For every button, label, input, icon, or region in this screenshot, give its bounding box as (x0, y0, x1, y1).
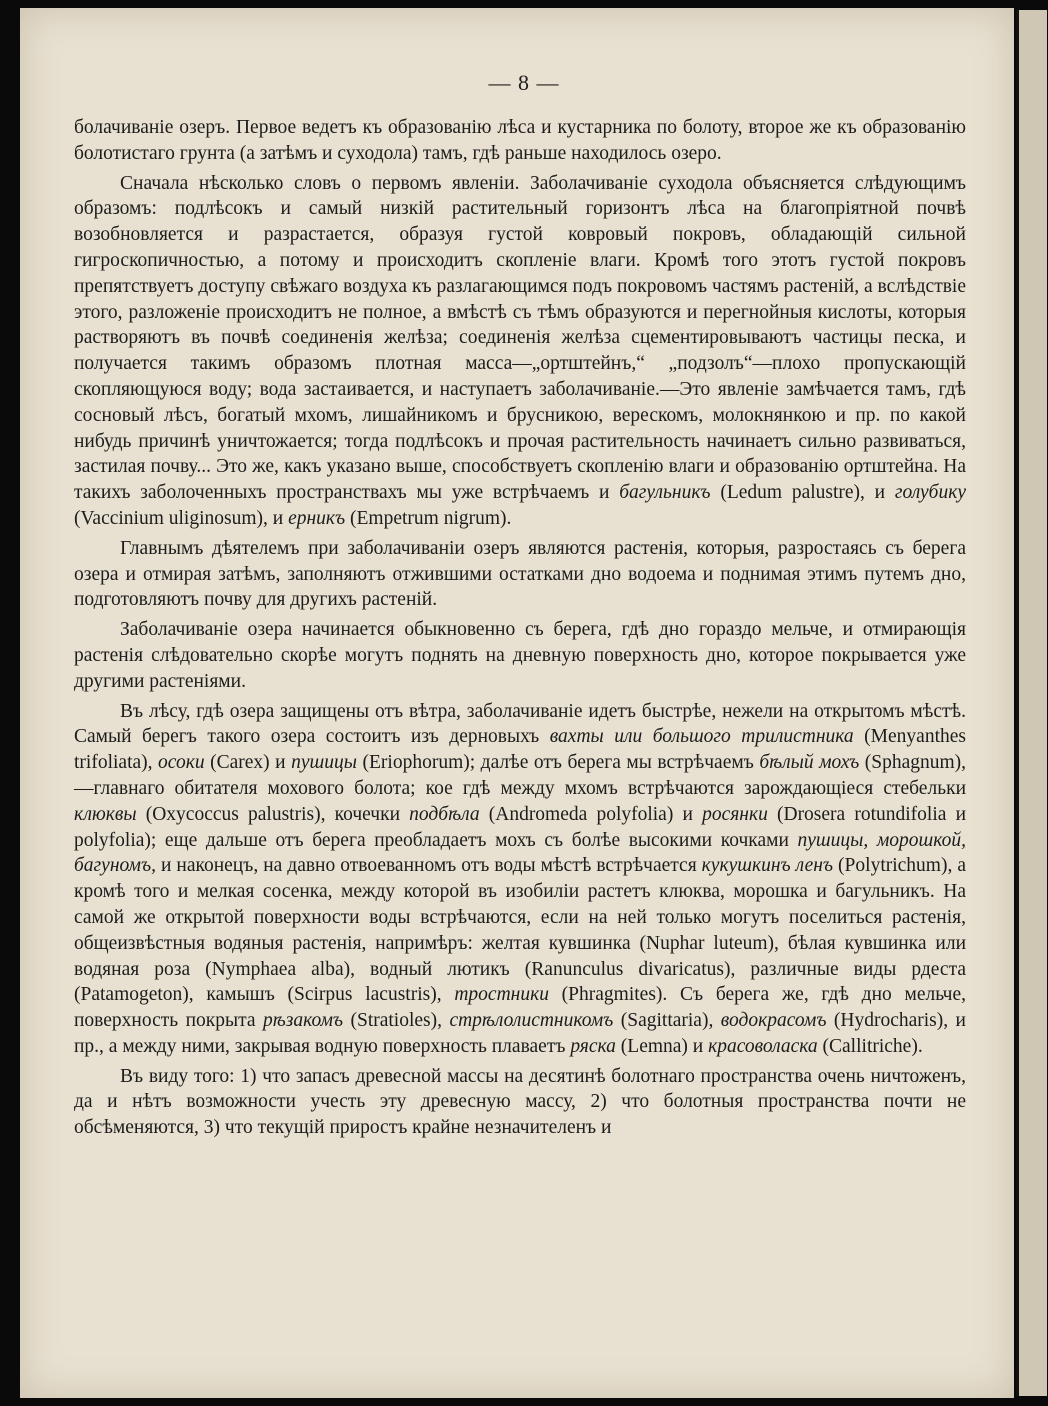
paragraph (74, 1064, 966, 1141)
text-run: (Carex) и (204, 752, 292, 774)
text-run: Въ виду того: 1) что запасъ древесной массы на десятинѣ болотнаго пространства очень ничтоженъ, да и нѣтъ возможности учесть эту древесную массу, 2) что болотныя пространства почти не обсѣменяются, 3) что текущій приростъ крайне незначителенъ и (74, 1065, 966, 1139)
body-text (74, 115, 966, 1145)
italic-term: бѣлый мохъ (759, 752, 860, 774)
italic-term: рѣзакомъ (262, 1010, 344, 1032)
italic-term: вахты или большого трилистника (549, 726, 854, 748)
text-run: (Phragmites). Съ берега же, гдѣ дно мельче, поверхность покрыта (74, 984, 966, 1032)
text-run: (Andromeda polyfolia) и (479, 803, 703, 825)
text-run: (Empetrum nigrum). (345, 507, 512, 529)
text-run: (Menyanthes trifoliata), (74, 726, 966, 774)
italic-term: стрѣлолистникомъ (449, 1010, 614, 1032)
italic-term: ерникъ (288, 507, 346, 529)
text-run: Главнымъ дѣятелемъ при заболачиваніи озеръ являются растенія, которыя, разростаясь съ берега озера и отмирая затѣмъ, заполняютъ отжившими остатками дно водоема и поднимая этимъ путемъ дно, подготовляютъ почву для другихъ растеній. (74, 537, 966, 611)
text-run: (Ledum palustre), и (710, 482, 895, 504)
text-run: и наконецъ, на давно отвоеванномъ отъ воды мѣстѣ встрѣчается (155, 855, 702, 877)
text-run: (Sagittaria), (613, 1010, 721, 1032)
text-run: (Oxycoccus palustris), кочечки (136, 803, 410, 825)
text-run: (Lemna) и (615, 1035, 709, 1057)
paragraph (74, 617, 966, 694)
italic-term: тростники (454, 984, 549, 1006)
paragraph (74, 699, 966, 1060)
text-run: (Callitriche). (817, 1035, 923, 1057)
italic-term: водокрасомъ (720, 1010, 827, 1032)
italic-term: кукушкинъ ленъ (701, 855, 834, 877)
text-run: Въ лѣсу, гдѣ озера защищены отъ вѣтра, заболачиваніе идетъ быстрѣе, нежели на открытомъ мѣстѣ. Самый берегъ такого озера состоитъ изъ дерновыхъ (74, 700, 966, 748)
text-run: (Polytrichum), а кромѣ того и мелкая сосенка, между которой въ изобиліи растетъ клюква, морошка и багульникъ. На самой же открытой поверхности воды встрѣчаются, если на ней только могутъ поселиться растенія, общеизвѣстныя водяныя растенія, напримѣръ: желтая кувшинка (Nuphar luteum), бѣлая кувшинка или водяная роза (Nymphaea alba), водный лютикъ (Ranunculus divaricatus), различные виды рдеста (Patamogeton), камышъ (Scirpus lacustris), (74, 855, 966, 1006)
italic-term: пушицы (291, 752, 357, 774)
text-run: (Drosera rotundifolia и polyfolia); еще дальше отъ берега преобладаетъ мохъ съ болѣе высокими кочками (74, 803, 967, 851)
italic-term: подбѣла (409, 803, 480, 825)
text-run: (Sphagnum),—главнаго обитателя мохового болота; кое гдѣ между мхомъ встрѣчаются зарождающіеся стебельки (74, 752, 967, 799)
text-run: Заболачиваніе озера начинается обыкновенно съ берега, гдѣ дно гораздо мельче, и отмирающія растенія слѣдовательно скорѣе могутъ поднять на дневную поверхность дно, которое покрывается уже другими растеніями. (74, 619, 966, 692)
paragraph (74, 536, 966, 613)
text-run: (Vaccinium uliginosum), и (74, 507, 289, 529)
italic-term: пушицы, морошкой, багуномъ, (74, 829, 966, 877)
text-run: Сначала нѣсколько словъ о первомъ явленіи. Заболачиваніе суходола объясняется слѣдующимъ образомъ: подлѣсокъ и самый низкій растительный горизонтъ лѣса на благопріятной почвѣ возобновляется и разрастается, образуя густой ковровый покровъ, обладающій сильной гигроскопичностью, а потому и происходитъ скопленіе влаги. Кромѣ того этотъ густой покровъ препятствуетъ доступу свѣжаго воздуха къ разлагающимся подъ покровомъ частямъ растеній, а вслѣдствіе этого, разложеніе происходитъ не полное, а вмѣстѣ съ тѣмъ образуются и перегнойныя кислоты, которыя растворяютъ въ почвѣ соединенія желѣза; соединенія желѣза сцементировываютъ частицы песка, и получается такимъ образомъ плотная масса—„ортштейнъ,“ „подзолъ“—плохо пропускающій скопляющуюся воду; вода застаивается, и наступаетъ заболачиваніе.—Это явленіе замѣчается тамъ, гдѣ сосновый лѣсъ, богатый мхомъ, лишайникомъ и брусникою, верескомъ, молокнянкою и пр. по какой нибудь причинѣ уничтожается; тогда подлѣсокъ и прочая растительность начинаетъ сильно развиваться, застилая почву... Это же, какъ указано выше, способствуетъ скопленію влаги и образованію ортштейна. На такихъ заболоченныхъ пространствахъ мы уже встрѣчаемъ и (74, 172, 966, 504)
italic-term: красоволаска (708, 1035, 818, 1057)
text-run: (Stratioles), (343, 1010, 450, 1032)
text-run: (Hydrocharis), и пр., а между ними, закрывая водную поверхность плаваетъ (74, 1010, 966, 1057)
italic-term: осоки (158, 752, 205, 774)
italic-term: багульникъ (619, 482, 711, 504)
text-run: (Eriophorum); далѣе отъ берега мы встрѣчаемъ (356, 752, 760, 774)
text-run: болачиваніе озеръ. Первое ведетъ къ образованію лѣса и кустарника по болоту, второе же къ образованію болотистаго грунта (а затѣмъ и суходола) тамъ, гдѣ раньше находилось озеро. (74, 117, 966, 164)
next-page-edge (1016, 10, 1047, 1396)
italic-term: росянки (702, 803, 768, 825)
italic-term: клюквы (74, 803, 137, 825)
paragraph (74, 115, 966, 167)
italic-term: ряска (570, 1035, 616, 1057)
paragraph (74, 171, 966, 532)
page-number: — 8 — (488, 70, 560, 95)
italic-term: голубику (894, 482, 966, 504)
